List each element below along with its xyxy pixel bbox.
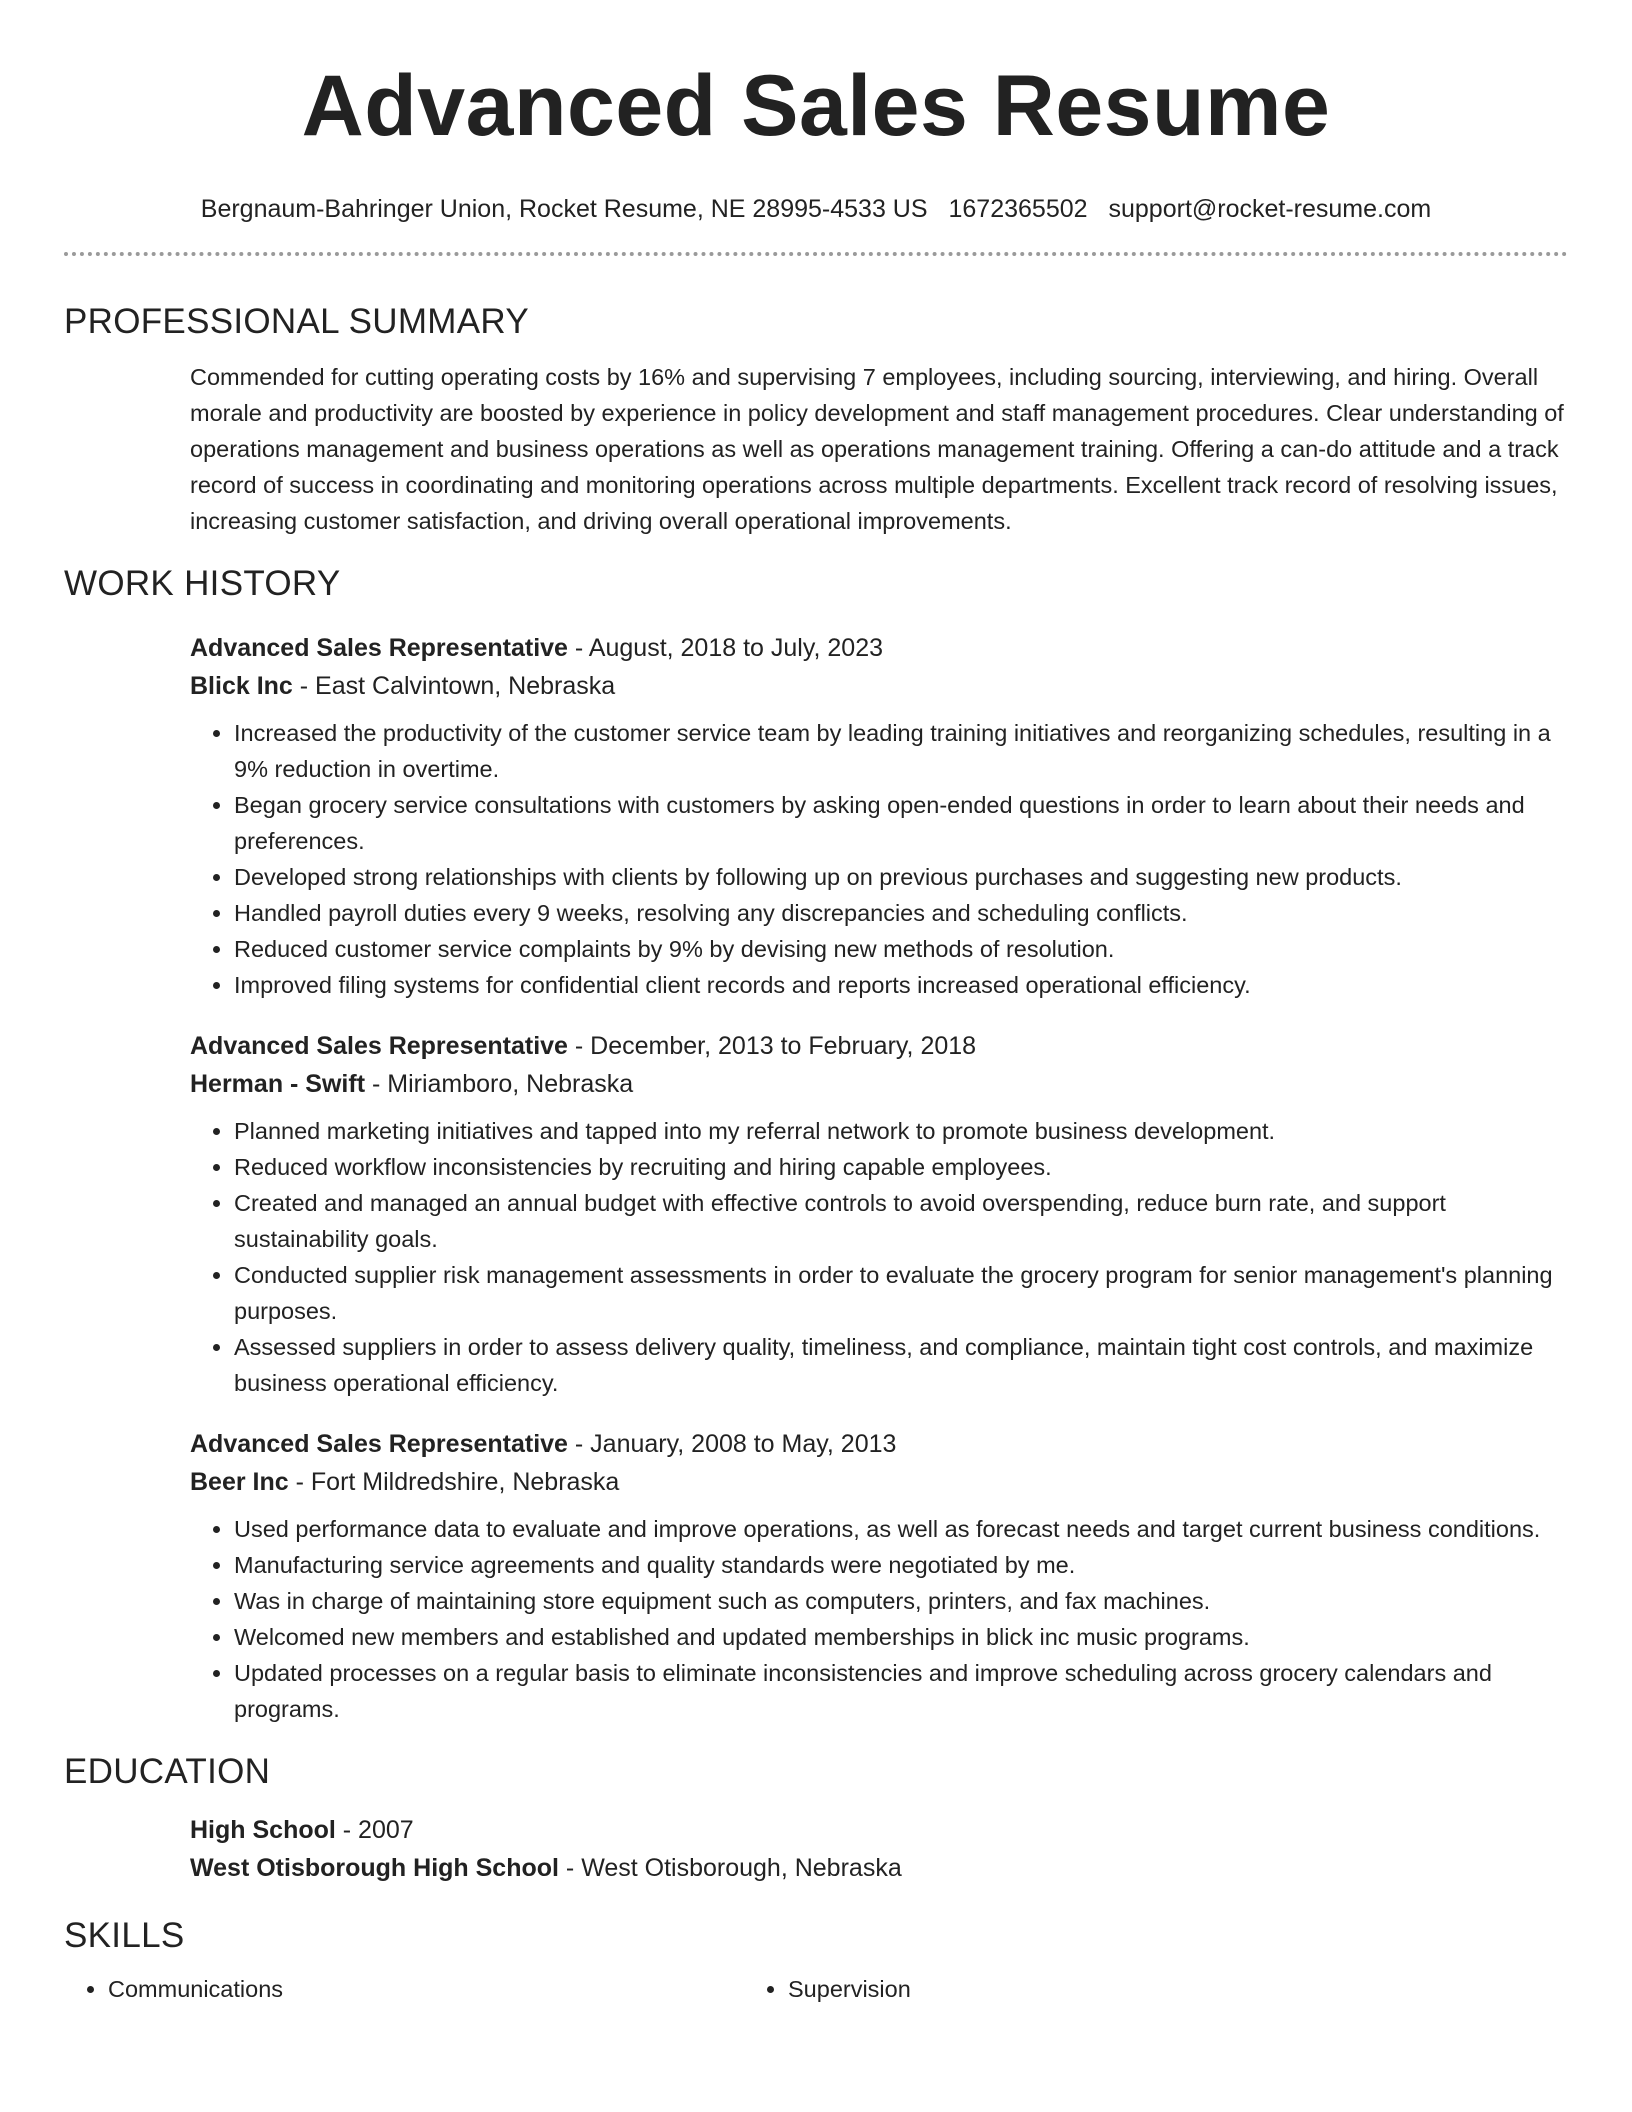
job-bullet-list bbox=[190, 1113, 1568, 1401]
job-bullet: • Began grocery service consultations with customers by asking open-ended questions in order to learn about their needs and preferences. bbox=[234, 787, 1568, 859]
job-bullet: • Was in charge of maintaining store equipment such as computers, printers, and fax machines. bbox=[234, 1583, 1568, 1619]
skills-heading: SKILLS bbox=[64, 1916, 185, 1955]
job-bullet: • Reduced customer service complaints by 9% by devising new methods of resolution. bbox=[234, 931, 1568, 967]
skill-item: • Communications bbox=[108, 1971, 788, 2007]
job-bullet: • Created and managed an annual budget with effective controls to avoid overspending, reduce burn rate, and support sustainability goals. bbox=[234, 1185, 1568, 1257]
job-dates: - December, 2013 to February, 2018 bbox=[567, 1032, 977, 1060]
job-role: Advanced Sales Representative bbox=[190, 634, 568, 662]
job-company: Herman - Swift bbox=[190, 1070, 366, 1098]
summary-heading: PROFESSIONAL SUMMARY bbox=[64, 302, 529, 341]
contact-phone: 1672365502 bbox=[948, 195, 1088, 223]
job-company: Blick Inc bbox=[190, 672, 293, 700]
job-bullet: • Developed strong relationships with clients by following up on previous purchases and suggesting new products. bbox=[234, 859, 1568, 895]
job-role-line bbox=[190, 1027, 1568, 1065]
education-heading: EDUCATION bbox=[64, 1752, 271, 1791]
job-role: Advanced Sales Representative bbox=[190, 1430, 568, 1458]
job-bullet: • Used performance data to evaluate and improve operations, as well as forecast needs and target current business conditions. bbox=[234, 1511, 1568, 1547]
education-location: - West Otisborough, Nebraska bbox=[558, 1854, 902, 1882]
job-company-line bbox=[190, 1463, 1568, 1501]
education-year: - 2007 bbox=[335, 1816, 414, 1844]
work-history-heading: WORK HISTORY bbox=[64, 564, 341, 603]
job-location: - Fort Mildredshire, Nebraska bbox=[288, 1468, 620, 1496]
job-dates: - January, 2008 to May, 2013 bbox=[567, 1430, 897, 1458]
education-degree-line bbox=[190, 1811, 1568, 1849]
job-entry bbox=[190, 1027, 1568, 1401]
job-location: - East Calvintown, Nebraska bbox=[292, 672, 616, 700]
job-dates: - August, 2018 to July, 2023 bbox=[567, 634, 883, 662]
job-bullet: • Handled payroll duties every 9 weeks, resolving any discrepancies and scheduling conflicts. bbox=[234, 895, 1568, 931]
job-role: Advanced Sales Representative bbox=[190, 1032, 568, 1060]
job-bullet: • Updated processes on a regular basis to eliminate inconsistencies and improve scheduling across grocery calendars and programs. bbox=[234, 1655, 1568, 1727]
education-entry bbox=[190, 1811, 1568, 1887]
job-bullet: • Increased the productivity of the customer service team by leading training initiatives and reorganizing schedules, resulting in a 9% reduction in overtime. bbox=[234, 715, 1568, 787]
job-bullet-list bbox=[190, 1511, 1568, 1727]
job-bullet: • Improved filing systems for confidential client records and reports increased operational efficiency. bbox=[234, 967, 1568, 1003]
resume-title: Advanced Sales Resume bbox=[301, 58, 1331, 154]
contact-line bbox=[64, 194, 1568, 224]
job-bullet-list bbox=[190, 715, 1568, 1003]
job-bullet: • Welcomed new members and established and updated memberships in blick inc music programs. bbox=[234, 1619, 1568, 1655]
header-divider bbox=[64, 252, 1568, 256]
job-company: Beer Inc bbox=[190, 1468, 289, 1496]
job-company-line bbox=[190, 667, 1568, 705]
job-bullet: • Conducted supplier risk management assessments in order to evaluate the grocery program for senior management's planning purposes. bbox=[234, 1257, 1568, 1329]
contact-address: Bergnaum-Bahringer Union, Rocket Resume, NE 28995-4533 US bbox=[200, 195, 928, 223]
education-degree: High School bbox=[190, 1816, 336, 1844]
education-school-line bbox=[190, 1849, 1568, 1887]
job-bullet: • Manufacturing service agreements and quality standards were negotiated by me. bbox=[234, 1547, 1568, 1583]
job-bullet: • Reduced workflow inconsistencies by recruiting and hiring capable employees. bbox=[234, 1149, 1568, 1185]
summary-text: Commended for cutting operating costs by 16% and supervising 7 employees, including sourcing, interviewing, and hiring. Overall morale and productivity are boosted by experience in policy development and staff management procedures. Clear understanding of operations management and business operations as well as operations management training. Offering a can-do attitude and a track record of success in coordinating and monitoring operations across multiple departments. Excellent track record of resolving issues, increasing customer satisfaction, and driving overall operational improvements. bbox=[190, 364, 1564, 534]
job-bullet: • Assessed suppliers in order to assess delivery quality, timeliness, and compliance, maintain tight cost controls, and maximize business operational efficiency. bbox=[234, 1329, 1568, 1401]
job-company-line bbox=[190, 1065, 1568, 1103]
job-role-line bbox=[190, 1425, 1568, 1463]
job-bullet: • Planned marketing initiatives and tapped into my referral network to promote business development. bbox=[234, 1113, 1568, 1149]
job-entry bbox=[190, 1425, 1568, 1727]
contact-email: support@rocket-resume.com bbox=[1108, 195, 1432, 223]
education-school: West Otisborough High School bbox=[190, 1854, 559, 1882]
skills-list bbox=[64, 1971, 1568, 2007]
job-entry bbox=[190, 629, 1568, 1003]
job-location: - Miriamboro, Nebraska bbox=[365, 1070, 634, 1098]
skill-item: • Supervision bbox=[788, 1971, 1388, 2007]
job-role-line bbox=[190, 629, 1568, 667]
